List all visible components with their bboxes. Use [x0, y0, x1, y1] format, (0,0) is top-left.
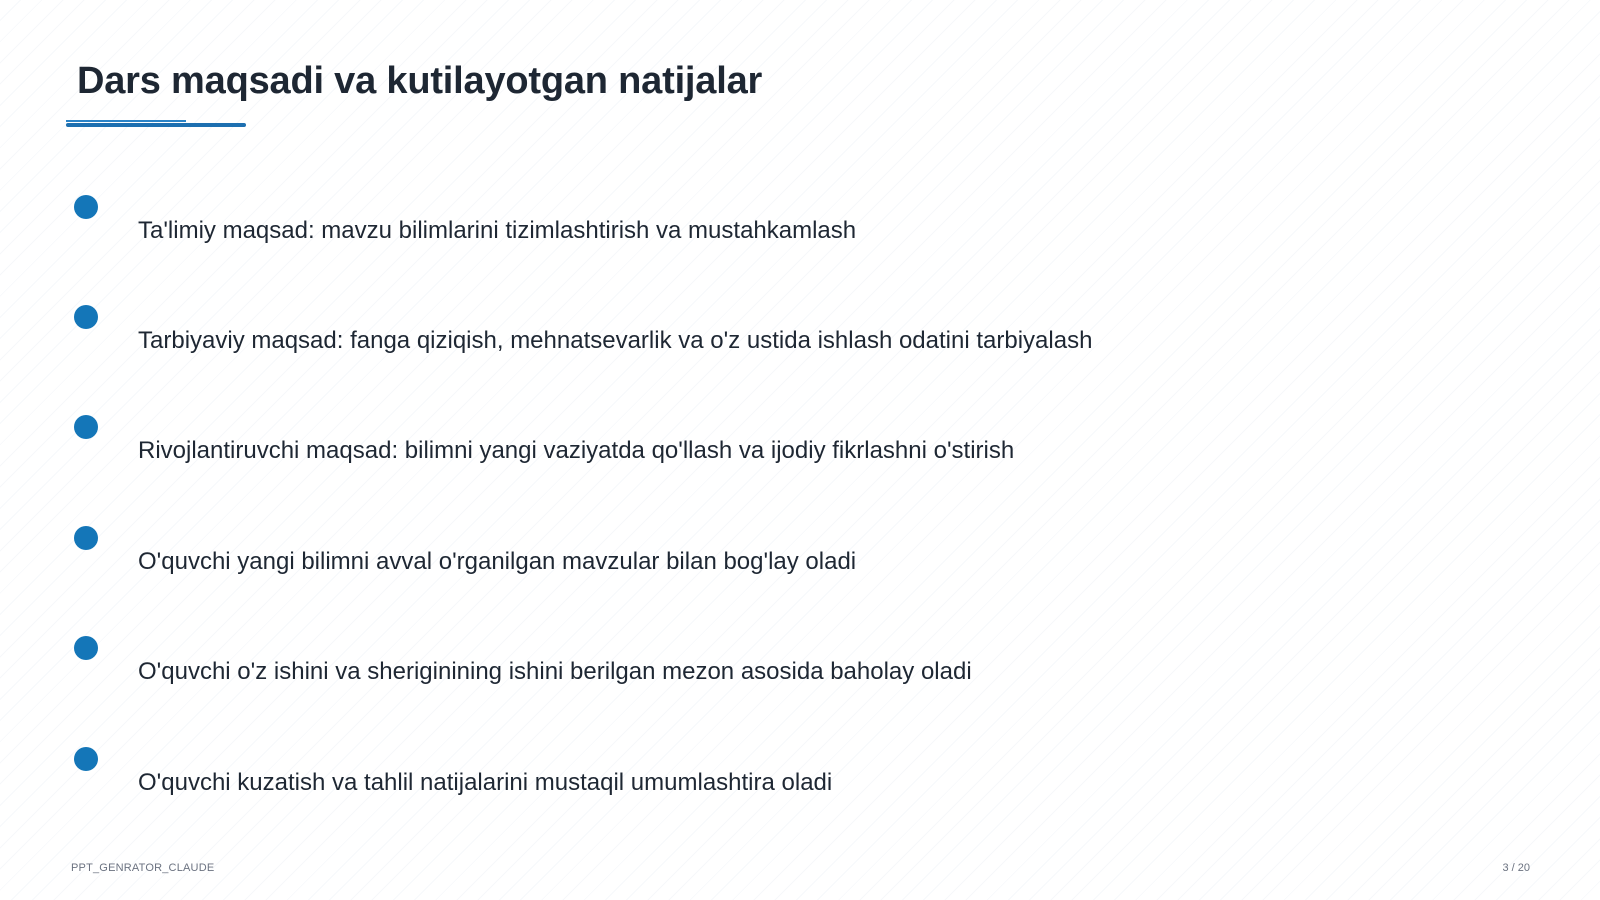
bullet-text: Tarbiyaviy maqsad: fanga qiziqish, mehnatsevarlik va o'z ustida ishlash odatini tarbiyalash: [138, 327, 1093, 354]
page-number: 3 / 20: [1502, 862, 1530, 874]
list-item: [74, 636, 1474, 696]
footer-source: PPT_GENRATOR_CLAUDE: [71, 862, 215, 874]
bullet-text: Ta'limiy maqsad: mavzu bilimlarini tizimlashtirish va mustahkamlash: [138, 217, 857, 244]
bullet-dot-icon: [74, 526, 98, 550]
bullet-text: O'quvchi o'z ishini va sheriginining ishini berilgan mezon asosida baholay oladi: [138, 658, 972, 685]
list-item: [74, 747, 1474, 807]
list-item: [74, 526, 1474, 586]
list-item: [74, 305, 1474, 365]
bullet-dot-icon: [74, 415, 98, 439]
bullet-dot-icon: [74, 195, 98, 219]
bullet-dot-icon: [74, 305, 98, 329]
bullet-dot-icon: [74, 636, 98, 660]
bullet-text: Rivojlantiruvchi maqsad: bilimni yangi vaziyatda qo'llash va ijodiy fikrlashni o'stirish: [138, 437, 1015, 464]
list-item: [74, 415, 1474, 475]
bullet-dot-icon: [74, 747, 98, 771]
list-item: [74, 195, 1474, 255]
bullet-text: O'quvchi kuzatish va tahlil natijalarini mustaqil umumlashtira oladi: [138, 769, 833, 796]
bullet-text: O'quvchi yangi bilimni avval o'rganilgan mavzular bilan bog'lay oladi: [138, 548, 857, 575]
slide-title: Dars maqsadi va kutilayotgan natijalar: [77, 60, 763, 102]
